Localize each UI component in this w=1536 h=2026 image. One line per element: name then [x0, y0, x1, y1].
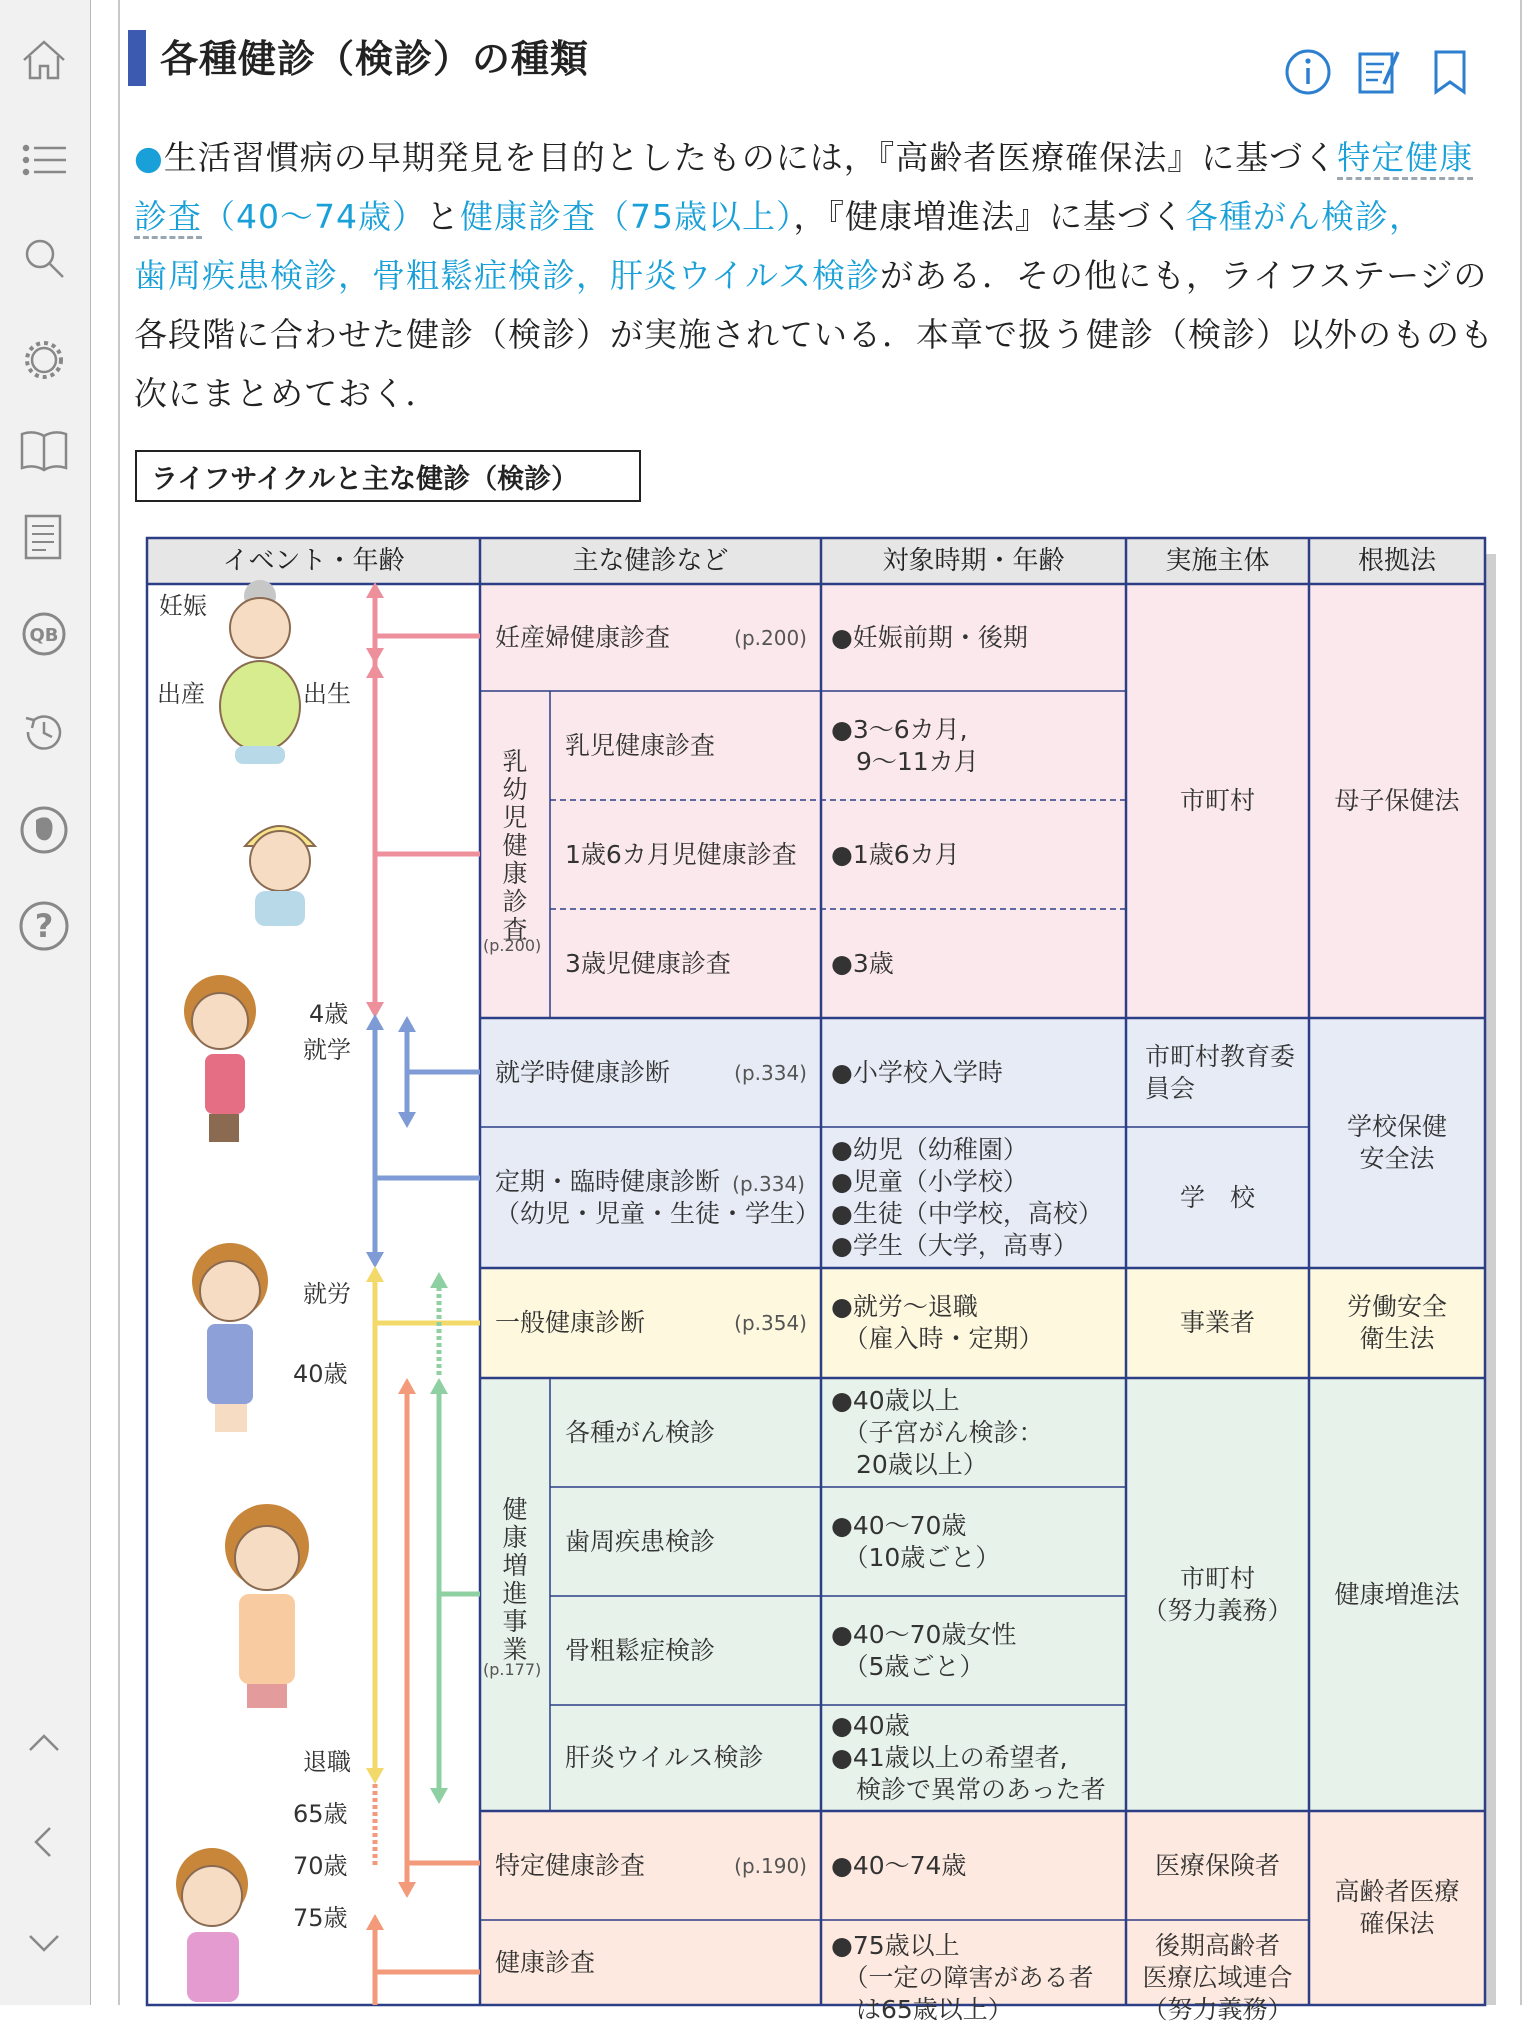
label-age-4: 4歳 [309, 1000, 349, 1028]
row-18month-name: 1歳6カ月児健康診査 [565, 839, 797, 869]
group-health-ref: (p.177) [483, 1660, 542, 1679]
law-line: 高齢者医療 [1334, 1877, 1460, 1906]
period-line: ●生徒（中学校，高校） [831, 1198, 1103, 1228]
search-icon[interactable] [14, 228, 74, 288]
qb-icon[interactable] [14, 604, 74, 664]
row-cancer-period [831, 1378, 1126, 1487]
checkup-name: 定期・臨時健康診断 [495, 1166, 721, 1196]
provider-employer: 事業者 [1179, 1308, 1255, 1337]
row-periodontal-name: 歯周疾患検診 [565, 1526, 716, 1556]
body-text-2: と [425, 197, 460, 236]
period-line: ●75歳以上 [831, 1931, 960, 1960]
period-line: ●3歳 [831, 948, 894, 978]
group-infant-char: 康 [502, 859, 528, 888]
body-text-4: がある．その他にも，ライフステージの各段階に合わせた健診（検診）が実施されている．本章で扱う健診（検診）以外のものも次にまとめておく． [134, 256, 1494, 413]
row-infant-period [831, 691, 1126, 800]
group-infant-char: 幼 [502, 775, 528, 804]
provider-municipality-2 [1126, 1378, 1309, 1811]
row-preschool-name [495, 1018, 821, 1127]
law-maternal-child: 母子保健法 [1334, 786, 1460, 815]
body-paragraph [134, 128, 1494, 423]
period-line: 20歳以上） [831, 1449, 988, 1479]
row-osteoporosis-name: 骨粗鬆症検診 [565, 1635, 716, 1665]
group-health-char: 増 [502, 1551, 528, 1580]
provider-line: 医療広域連合 [1142, 1963, 1293, 1992]
law-elderly-medical [1309, 1811, 1485, 2005]
row-specific-name [495, 1811, 821, 1920]
period-line: は65歳以上） [831, 1995, 1013, 2024]
period-line: 9～11カ月 [831, 746, 979, 776]
checkup-name-sub: （幼児・児童・生徒・学生） [495, 1198, 821, 1228]
page-ref: (p.190) [734, 1853, 807, 1878]
row-specific-period [831, 1811, 1126, 1920]
law-line: 労働安全 [1346, 1292, 1447, 1321]
page-ref: (p.200) [734, 625, 807, 650]
provider-line: （努力義務） [1142, 1995, 1293, 2024]
evernote-icon[interactable] [14, 800, 74, 860]
period-line: （10歳ごと） [831, 1542, 1001, 1572]
group-health-promotion [501, 1496, 529, 1664]
law-line: 学校保健 [1346, 1112, 1447, 1141]
period-line: ●40～74歳 [831, 1850, 967, 1880]
group-health-char: 業 [502, 1635, 528, 1664]
info-icon[interactable] [1282, 46, 1334, 98]
section-subtitle: ライフサイクルと主な健診（検診） [135, 450, 641, 502]
history-icon[interactable] [14, 702, 74, 762]
period-line: ●40歳以上 [831, 1385, 960, 1415]
body-text-3: ，『健康増進法』に基づく [793, 197, 1185, 236]
label-retirement: 退職 [303, 1748, 351, 1776]
group-infant-ref: (p.200) [483, 936, 542, 955]
row-preschool-period [831, 1018, 1126, 1127]
label-birth: 出生 [303, 680, 351, 708]
header-law: 根拠法 [1357, 546, 1436, 576]
provider-municipality-1: 市町村 [1179, 786, 1255, 815]
label-employment: 就労 [303, 1280, 351, 1308]
law-line: 確保法 [1359, 1909, 1435, 1938]
provider-line: 後期高齢者 [1154, 1931, 1280, 1960]
period-line: ●妊娠前期・後期 [831, 622, 1028, 652]
group-infant-char: 査 [502, 915, 528, 944]
label-pregnancy: 妊娠 [159, 592, 207, 620]
row-infant-name: 乳児健康診査 [565, 730, 716, 760]
body-text-1: 生活習慣病の早期発見を目的としたものには，『高齢者医療確保法』に基づく [163, 138, 1338, 177]
period-line: （一定の障害がある者 [831, 1963, 1094, 1992]
group-health-char: 康 [502, 1523, 528, 1552]
group-infant-char: 乳 [502, 747, 528, 776]
page-ref: (p.334) [732, 1171, 805, 1196]
period-line: ●就労～退職 [831, 1292, 978, 1321]
group-health-char: 進 [502, 1579, 528, 1608]
label-age-75: 75歳 [293, 1904, 348, 1932]
checkup-name: 一般健康診断 [495, 1308, 646, 1337]
law-health-promotion: 健康増進法 [1334, 1579, 1460, 1609]
chevron-left-icon[interactable] [14, 1812, 74, 1872]
row-maternal-period [831, 584, 1126, 691]
row-3year-name: 3歳児健康診査 [565, 948, 731, 978]
group-health-char: 事 [502, 1607, 528, 1636]
link-gan-kenshin[interactable]: 各種がん検診， [1184, 197, 1423, 236]
header-checkup: 主な健診など [572, 546, 729, 576]
group-infant-char: 健 [502, 831, 528, 860]
checkup-name: 妊産婦健康診査 [495, 622, 671, 652]
provider-line: （努力義務） [1142, 1595, 1293, 1625]
row-elderly-period [831, 1920, 1126, 2024]
link-other-kenshin[interactable]: 歯周疾患検診，骨粗鬆症検診，肝炎ウイルス検診 [134, 256, 881, 295]
bookmark-icon[interactable] [1424, 46, 1476, 98]
law-line: 衛生法 [1359, 1324, 1435, 1353]
book-icon[interactable] [14, 420, 74, 480]
law-line: 安全法 [1359, 1144, 1435, 1173]
svg-text:?: ? [34, 907, 54, 945]
row-hepatitis-period [831, 1705, 1126, 1811]
label-age-40: 40歳 [293, 1360, 348, 1388]
group-infant-char: 児 [502, 803, 528, 832]
provider-school: 学 校 [1179, 1182, 1255, 1212]
row-periodic-period [831, 1127, 1126, 1268]
group-infant-char: 診 [502, 887, 528, 916]
sidebar [0, 0, 91, 2005]
link-tokutei-kenshin[interactable]: 特定健康 [1337, 138, 1473, 180]
period-line: ●3～6カ月, [831, 714, 968, 744]
page-title: 各種健診（検診）の種類 [160, 37, 590, 81]
group-health-char: 健 [502, 1495, 528, 1524]
period-line: 検診で異常のあった者 [831, 1775, 1106, 1804]
group-infant-checkups [501, 748, 529, 944]
link-tokutei-kenshin-2[interactable]: 診査 [134, 197, 202, 239]
row-maternal-name [495, 584, 821, 691]
period-line: ●40歳 [831, 1711, 910, 1740]
lifecycle-table [145, 536, 1475, 2024]
header-provider: 実施主体 [1165, 546, 1270, 576]
row-periodontal-period [831, 1487, 1126, 1596]
period-line: （子宮がん検診： [831, 1417, 1044, 1447]
row-osteoporosis-period [831, 1596, 1126, 1705]
chevron-up-icon[interactable] [14, 1712, 74, 1772]
law-school-health [1309, 1018, 1485, 1268]
chevron-down-icon[interactable] [14, 1912, 74, 1972]
label-school-entry: 就学 [303, 1036, 351, 1064]
table-shadow [1486, 554, 1496, 2005]
period-line: ●40～70歳 [831, 1510, 967, 1540]
label-age-70: 70歳 [293, 1852, 348, 1880]
row-general-period [831, 1268, 1126, 1378]
list-icon[interactable] [14, 130, 74, 190]
home-icon[interactable] [14, 30, 74, 90]
law-industrial-safety [1309, 1268, 1485, 1378]
checkup-name: 就学時健康診断 [495, 1057, 671, 1087]
page-ref: (p.334) [734, 1060, 807, 1085]
row-cancer-name: 各種がん検診 [565, 1417, 716, 1447]
period-line: ●40～70歳女性 [831, 1619, 1017, 1649]
row-3year-period [831, 909, 1126, 1018]
period-line: ●幼児（幼稚園） [831, 1134, 1028, 1164]
period-line: （5歳ごと） [831, 1651, 985, 1681]
period-line: ●41歳以上の希望者, [831, 1743, 1068, 1772]
label-childbirth: 出産 [157, 680, 205, 708]
row-general-name [495, 1268, 821, 1378]
label-age-65: 65歳 [293, 1800, 348, 1828]
provider-insurer: 医療保険者 [1154, 1850, 1280, 1880]
notes-icon[interactable] [14, 508, 74, 568]
row-18month-period [831, 800, 1126, 909]
provider-board-of-education: 市町村教育委員会 [1145, 1041, 1296, 1103]
row-elderly-name: 健康診査 [495, 1947, 596, 1977]
page-ref: (p.354) [734, 1311, 807, 1335]
svg-text:QB: QB [29, 625, 59, 646]
row-periodic-name [495, 1127, 821, 1268]
period-line: ●小学校入学時 [831, 1057, 1003, 1087]
gear-icon[interactable] [14, 330, 74, 390]
period-line: （雇入時・定期） [831, 1324, 1044, 1353]
period-line: ●1歳6カ月 [831, 839, 960, 869]
title-accent-bar [128, 30, 146, 86]
row-hepatitis-name: 肝炎ウイルス検診 [565, 1743, 764, 1772]
memo-icon[interactable] [1354, 46, 1406, 98]
link-kenko-shinsa[interactable]: 健康診査（75歳以上） [459, 197, 794, 236]
provider-line: 市町村 [1179, 1563, 1255, 1593]
header-target: 対象時期・年齢 [882, 546, 1065, 576]
period-line: ●児童（小学校） [831, 1166, 1028, 1196]
header-event-age: イベント・年齢 [222, 546, 405, 576]
period-line: ●学生（大学，高専） [831, 1230, 1078, 1260]
provider-elderly-union [1126, 1920, 1309, 2024]
checkup-name: 特定健康診査 [495, 1850, 646, 1880]
link-tokutei-age[interactable]: （40～74歳） [202, 197, 426, 236]
bullet-marker: ● [134, 138, 164, 177]
help-icon[interactable] [14, 896, 74, 956]
